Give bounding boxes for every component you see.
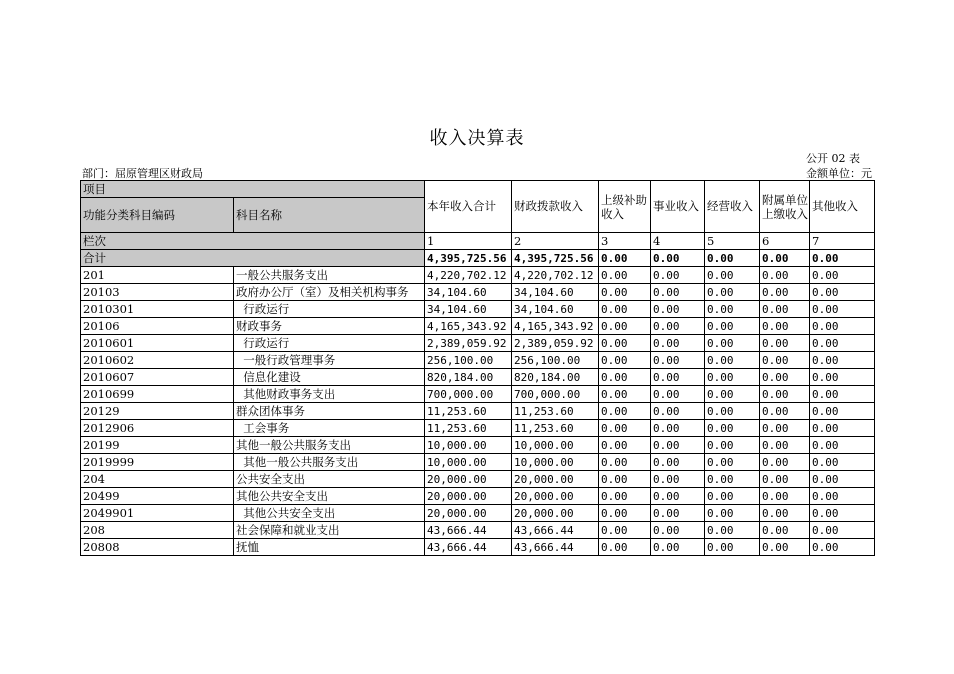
amount-cell: 0.00 <box>705 420 760 437</box>
amount-cell: 11,253.60 <box>425 420 512 437</box>
header-other: 其他收入 <box>810 181 875 233</box>
amount-cell: 20,000.00 <box>425 505 512 522</box>
header-name: 科目名称 <box>234 198 425 233</box>
total-cell: 0.00 <box>651 250 705 267</box>
amount-cell: 20,000.00 <box>425 471 512 488</box>
subject-name: 其他一般公共服务支出 <box>234 454 425 471</box>
amount-cell: 0.00 <box>760 505 810 522</box>
amount-cell: 0.00 <box>599 369 651 386</box>
subject-code: 208 <box>81 522 234 539</box>
table-row <box>81 437 875 454</box>
amount-cell: 0.00 <box>651 301 705 318</box>
table-row <box>81 522 875 539</box>
amount-cell: 0.00 <box>810 386 875 403</box>
amount-cell: 10,000.00 <box>425 454 512 471</box>
header-item: 项目 <box>81 181 425 198</box>
amount-cell: 0.00 <box>810 284 875 301</box>
amount-cell: 0.00 <box>760 335 810 352</box>
amount-cell: 700,000.00 <box>425 386 512 403</box>
subject-code: 2010301 <box>81 301 234 318</box>
amount-cell: 0.00 <box>651 352 705 369</box>
col-num: 3 <box>599 233 651 250</box>
total-cell: 4,395,725.56 <box>512 250 599 267</box>
subject-name: 一般行政管理事务 <box>234 352 425 369</box>
amount-cell: 0.00 <box>651 369 705 386</box>
subject-code: 20808 <box>81 539 234 556</box>
amount-cell: 0.00 <box>760 352 810 369</box>
amount-cell: 0.00 <box>705 488 760 505</box>
amount-cell: 43,666.44 <box>512 539 599 556</box>
amount-cell: 0.00 <box>810 403 875 420</box>
header-total: 本年收入合计 <box>425 181 512 233</box>
amount-cell: 0.00 <box>810 267 875 284</box>
amount-cell: 0.00 <box>705 352 760 369</box>
subject-name: 社会保障和就业支出 <box>234 522 425 539</box>
subject-name: 抚恤 <box>234 539 425 556</box>
amount-cell: 0.00 <box>760 437 810 454</box>
amount-cell: 2,389,059.92 <box>512 335 599 352</box>
amount-cell: 0.00 <box>651 386 705 403</box>
total-cell: 4,395,725.56 <box>425 250 512 267</box>
amount-cell: 34,104.60 <box>425 301 512 318</box>
amount-cell: 0.00 <box>705 403 760 420</box>
table-row <box>81 454 875 471</box>
amount-cell: 0.00 <box>760 539 810 556</box>
amount-cell: 0.00 <box>760 522 810 539</box>
totals-label: 合计 <box>81 250 425 267</box>
amount-cell: 0.00 <box>810 505 875 522</box>
subject-name: 信息化建设 <box>234 369 425 386</box>
amount-cell: 0.00 <box>705 471 760 488</box>
amount-cell: 0.00 <box>760 301 810 318</box>
amount-cell: 0.00 <box>651 522 705 539</box>
amount-cell: 11,253.60 <box>512 403 599 420</box>
subject-code: 2010602 <box>81 352 234 369</box>
column-number-row <box>81 233 875 250</box>
subject-code: 2012906 <box>81 420 234 437</box>
amount-cell: 0.00 <box>651 471 705 488</box>
amount-cell: 43,666.44 <box>512 522 599 539</box>
amount-cell: 0.00 <box>599 301 651 318</box>
amount-cell: 0.00 <box>705 369 760 386</box>
amount-cell: 11,253.60 <box>425 403 512 420</box>
subject-name: 其他一般公共服务支出 <box>234 437 425 454</box>
amount-cell: 0.00 <box>599 284 651 301</box>
subject-name: 一般公共服务支出 <box>234 267 425 284</box>
amount-cell: 20,000.00 <box>512 505 599 522</box>
header-fiscal: 财政拨款收入 <box>512 181 599 233</box>
amount-cell: 0.00 <box>599 437 651 454</box>
header-row-1 <box>81 181 875 198</box>
amount-cell: 0.00 <box>651 403 705 420</box>
table-row <box>81 420 875 437</box>
amount-cell: 0.00 <box>810 488 875 505</box>
amount-cell: 0.00 <box>599 267 651 284</box>
amount-cell: 0.00 <box>810 369 875 386</box>
amount-cell: 4,220,702.12 <box>425 267 512 284</box>
amount-cell: 0.00 <box>599 386 651 403</box>
table-row <box>81 488 875 505</box>
amount-cell: 4,220,702.12 <box>512 267 599 284</box>
amount-cell: 0.00 <box>705 454 760 471</box>
subject-code: 20103 <box>81 284 234 301</box>
subject-name: 其他公共安全支出 <box>234 488 425 505</box>
amount-cell: 0.00 <box>760 403 810 420</box>
table-row <box>81 318 875 335</box>
amount-cell: 820,184.00 <box>425 369 512 386</box>
amount-cell: 0.00 <box>760 318 810 335</box>
amount-cell: 256,100.00 <box>512 352 599 369</box>
col-num: 6 <box>760 233 810 250</box>
amount-cell: 0.00 <box>705 335 760 352</box>
total-cell: 0.00 <box>705 250 760 267</box>
subject-name: 行政运行 <box>234 335 425 352</box>
amount-cell: 0.00 <box>599 318 651 335</box>
form-number: 公开 02 表 <box>806 152 860 165</box>
amount-cell: 0.00 <box>810 420 875 437</box>
subject-code: 20199 <box>81 437 234 454</box>
amount-cell: 0.00 <box>760 420 810 437</box>
subject-name: 群众团体事务 <box>234 403 425 420</box>
amount-cell: 0.00 <box>651 437 705 454</box>
amount-cell: 0.00 <box>599 420 651 437</box>
amount-cell: 0.00 <box>810 522 875 539</box>
amount-cell: 2,389,059.92 <box>425 335 512 352</box>
subject-code: 20499 <box>81 488 234 505</box>
amount-cell: 0.00 <box>705 301 760 318</box>
amount-cell: 0.00 <box>651 420 705 437</box>
amount-cell: 20,000.00 <box>512 471 599 488</box>
subject-code: 2010601 <box>81 335 234 352</box>
income-table <box>80 180 875 556</box>
amount-cell: 0.00 <box>599 335 651 352</box>
amount-cell: 0.00 <box>599 488 651 505</box>
amount-cell: 20,000.00 <box>425 488 512 505</box>
table-row <box>81 471 875 488</box>
amount-cell: 0.00 <box>705 284 760 301</box>
amount-cell: 0.00 <box>599 403 651 420</box>
amount-cell: 0.00 <box>810 352 875 369</box>
subject-code: 20106 <box>81 318 234 335</box>
amount-cell: 0.00 <box>810 335 875 352</box>
amount-cell: 0.00 <box>599 522 651 539</box>
amount-cell: 34,104.60 <box>512 301 599 318</box>
amount-cell: 0.00 <box>760 488 810 505</box>
amount-cell: 0.00 <box>651 267 705 284</box>
subject-name: 其他财政事务支出 <box>234 386 425 403</box>
subject-name: 政府办公厅（室）及相关机构事务 <box>234 284 425 301</box>
amount-cell: 0.00 <box>810 301 875 318</box>
subject-code: 2010699 <box>81 386 234 403</box>
department-label: 部门：屈原管理区财政局 <box>82 167 203 180</box>
table-row <box>81 301 875 318</box>
amount-cell: 0.00 <box>810 437 875 454</box>
col-num: 1 <box>425 233 512 250</box>
amount-cell: 4,165,343.92 <box>425 318 512 335</box>
amount-cell: 0.00 <box>599 471 651 488</box>
header-business: 事业收入 <box>651 181 705 233</box>
subject-code: 20129 <box>81 403 234 420</box>
amount-cell: 0.00 <box>651 284 705 301</box>
subject-name: 公共安全支出 <box>234 471 425 488</box>
amount-cell: 0.00 <box>599 505 651 522</box>
amount-cell: 0.00 <box>651 488 705 505</box>
amount-cell: 0.00 <box>651 539 705 556</box>
col-num: 7 <box>810 233 875 250</box>
header-operating: 经营收入 <box>705 181 760 233</box>
table-row <box>81 369 875 386</box>
table-row <box>81 386 875 403</box>
table-row <box>81 352 875 369</box>
col-num: 4 <box>651 233 705 250</box>
table-row <box>81 284 875 301</box>
amount-cell: 0.00 <box>705 318 760 335</box>
amount-cell: 820,184.00 <box>512 369 599 386</box>
amount-cell: 20,000.00 <box>512 488 599 505</box>
amount-cell: 0.00 <box>651 454 705 471</box>
subject-name: 其他公共安全支出 <box>234 505 425 522</box>
amount-cell: 0.00 <box>760 471 810 488</box>
report-title: 收入决算表 <box>429 128 525 149</box>
amount-cell: 0.00 <box>705 505 760 522</box>
table-body <box>81 267 875 556</box>
amount-cell: 0.00 <box>705 522 760 539</box>
total-cell: 0.00 <box>599 250 651 267</box>
table-row <box>81 267 875 284</box>
header-affiliated: 附属单位上缴收入 <box>760 181 810 233</box>
amount-cell: 43,666.44 <box>425 522 512 539</box>
amount-cell: 0.00 <box>705 539 760 556</box>
amount-cell: 34,104.60 <box>512 284 599 301</box>
subject-name: 财政事务 <box>234 318 425 335</box>
amount-cell: 0.00 <box>810 539 875 556</box>
amount-cell: 0.00 <box>760 454 810 471</box>
amount-cell: 34,104.60 <box>425 284 512 301</box>
table-row <box>81 335 875 352</box>
amount-unit-label: 金额单位：元 <box>806 167 872 180</box>
amount-cell: 700,000.00 <box>512 386 599 403</box>
subject-code: 2019999 <box>81 454 234 471</box>
amount-cell: 0.00 <box>705 437 760 454</box>
table-row <box>81 505 875 522</box>
amount-cell: 0.00 <box>599 454 651 471</box>
totals-row <box>81 250 875 267</box>
amount-cell: 0.00 <box>599 539 651 556</box>
amount-cell: 0.00 <box>810 471 875 488</box>
amount-cell: 0.00 <box>810 318 875 335</box>
total-cell: 0.00 <box>810 250 875 267</box>
amount-cell: 0.00 <box>705 267 760 284</box>
amount-cell: 0.00 <box>651 505 705 522</box>
amount-cell: 0.00 <box>651 335 705 352</box>
amount-cell: 0.00 <box>760 369 810 386</box>
amount-cell: 4,165,343.92 <box>512 318 599 335</box>
amount-cell: 10,000.00 <box>512 437 599 454</box>
col-num: 2 <box>512 233 599 250</box>
amount-cell: 0.00 <box>760 267 810 284</box>
subject-name: 行政运行 <box>234 301 425 318</box>
subject-code: 2049901 <box>81 505 234 522</box>
subject-code: 204 <box>81 471 234 488</box>
amount-cell: 0.00 <box>651 318 705 335</box>
header-superior: 上级补助收入 <box>599 181 651 233</box>
subject-code: 201 <box>81 267 234 284</box>
col-num: 5 <box>705 233 760 250</box>
amount-cell: 0.00 <box>599 352 651 369</box>
total-cell: 0.00 <box>760 250 810 267</box>
amount-cell: 0.00 <box>810 454 875 471</box>
subject-name: 工会事务 <box>234 420 425 437</box>
amount-cell: 0.00 <box>760 284 810 301</box>
subject-code: 2010607 <box>81 369 234 386</box>
table-row <box>81 539 875 556</box>
amount-cell: 0.00 <box>705 386 760 403</box>
table-row <box>81 403 875 420</box>
amount-cell: 11,253.60 <box>512 420 599 437</box>
amount-cell: 10,000.00 <box>425 437 512 454</box>
amount-cell: 256,100.00 <box>425 352 512 369</box>
header-code: 功能分类科目编码 <box>81 198 234 233</box>
amount-cell: 43,666.44 <box>425 539 512 556</box>
amount-cell: 10,000.00 <box>512 454 599 471</box>
column-number-label: 栏次 <box>81 233 425 250</box>
amount-cell: 0.00 <box>760 386 810 403</box>
